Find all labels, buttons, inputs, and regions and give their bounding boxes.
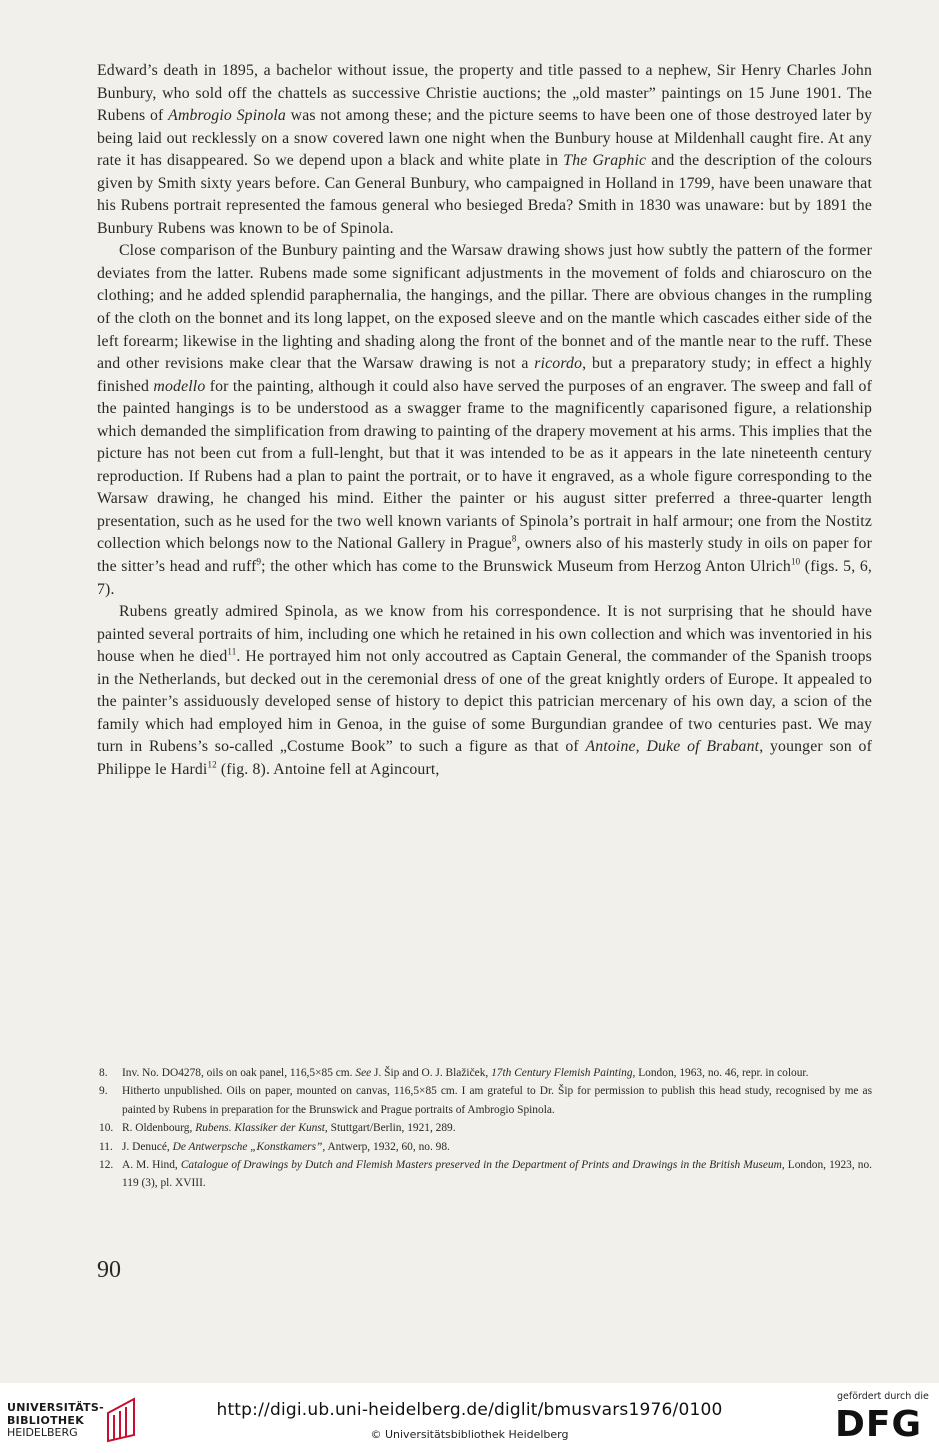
- permalink-url[interactable]: http://digi.ub.uni-heidelberg.de/diglit/bmusvars1976/0100: [216, 1400, 723, 1420]
- paragraph-1: Edward’s death in 1895, a bachelor without issue, the property and title passed to a nephew, Sir Henry Charles John Bunbury, who sold off the chattels as successive Christie auctions; the „old master” paintings on 15 June 1901. The Rubens of Ambrogio Spinola was not among these; and the picture seems to have been one of those destroyed later by being laid out recklessly on a snow covered lawn one night when the Bunbury house at Mildenhall caught fire. At any rate it has disappeared. So we depend upon a black and white plate in The Graphic and the description of the colours given by Smith sixty years before. Can General Bunbury, who campaigned in Holland in 1799, have been unaware that his Rubens portrait represented the famous general who besieged Breda? Smith in 1830 was unaware: but by 1891 the Bunbury Rubens was known to be of Spinola.: [97, 62, 872, 237]
- footnote: 11. J. Denucé, De Antwerpsche „Konstkamers”, Antwerp, 1932, 60, no. 98.: [99, 1140, 450, 1153]
- footnote: 12. A. M. Hind, Catalogue of Drawings by Dutch and Flemish Masters preserved in the Department of Prints and Drawings in the British Museum, London, 1923, no. 119 (3), pl. XVIII.: [99, 1159, 872, 1190]
- footnote-ref-8: 8: [511, 534, 517, 545]
- paragraph-3: Rubens greatly admired Spinola, as we know from his correspondence. It is not surprising that he should have painted several portraits of him, including one which he retained in his own collection and which was inventoried in his house when he died$^{11}$. He portrayed him not only accoutred as Captain General, the commander of the Spanish troops in the Netherlands, but decked out in the ceremonial dress of one of the great knightly orders of Europe. It appealed to the painter’s assiduously developed sense of history to depict this patrician mercenary of his own day, a scion of the family which had employed him in Genoa, in the guise of some Burgundian grandee of two centuries past. We may turn in Rubens’s so-called „Costume Book” to such a figure as that of Antoine, Duke of Brabant, younger son of Philippe le Hardi$^{12}$ (fig. 8). Antoine fell at Agincourt,: [97, 603, 872, 778]
- body-text: [97, 60, 872, 782]
- footer-bar: [0, 1383, 939, 1453]
- footnote: 8. Inv. No. DO4278, oils on oak panel, 116,5×85 cm. See J. Šip and O. J. Blažiček, 17th Century Flemish Painting, London, 1963, no. 46, repr. in colour.: [99, 1067, 809, 1079]
- library-name: UNIVERSITÄTS- BIBLIOTHEK HEIDELBERG: [7, 1401, 104, 1439]
- paragraph-2: Close comparison of the Bunbury painting and the Warsaw drawing shows just how subtly the pattern of the former deviates from the latter. Rubens made some significant adjustments in the movement of folds and chiaroscuro on the clothing; and he added splendid paraphernalia, the hangings, and the pillar. There are obvious changes in the rumpling of the cloth on the bonnet and its long lappet, on the exposed sleeve and on the mantle which cascades either side of the left forearm; likewise in the lighting and shading along the front of the bonnet and of the mantle near to the ruff. These and other revisions make clear that the Warsaw drawing is not a ricordo, but a preparatory study; in effect a highly finished modello for the painting, although it could also have served the purposes of an engraver. The sweep and fall of the painted hangings is to be understood as a swagger frame to the magnificently caparisoned figure, a relationship which demanded the simplification from drawing to painting of the drapery movement at his arms. This implies that the picture has not been cut from a full-lenght, but that it was intended to be as it appears in the late nineteenth century reproduction. If Rubens had a plan to paint the portrait, or to have it engraved, as a whole figure corresponding to the Warsaw drawing, he changed his mind. Either the painter or his august sitter preferred a three-quarter length presentation, such as he used for the two well known variants of Spinola’s portrait in half armour; one from the Nostitz collection which belongs now to the National Gallery in Prague$^8$, owners also of his masterly study in oils on paper for the sitter’s head and ruff$^9$; the other which has come to the Brunswick Museum from Herzog Anton Ulrich$^{10}$ (figs. 5, 6, 7).: [97, 242, 872, 598]
- footnote-ref-11: 11: [227, 646, 237, 657]
- dfg-logo: DFG: [835, 1404, 923, 1445]
- footnotes: [97, 1064, 872, 1193]
- funding-note: gefördert durch die: [837, 1391, 929, 1402]
- footnote-ref-12: 12: [207, 759, 217, 770]
- page-number: 90: [97, 1257, 121, 1283]
- footnote: 9. Hitherto unpublished. Oils on paper, mounted on canvas, 116,5×85 cm. I am grateful to Dr. Šip for permission to publish this head study, recognised by me as painted by Rubens in preparation for the Brunswick and Prague portraits of Ambrogio Spinola.: [99, 1085, 872, 1116]
- footnote-ref-9: 9: [256, 556, 262, 567]
- copyright-notice: © Universitätsbibliothek Heidelberg: [370, 1428, 569, 1441]
- footnote-ref-10: 10: [790, 556, 801, 567]
- footnote: 10. R. Oldenbourg, Rubens. Klassiker der Kunst, Stuttgart/Berlin, 1921, 289.: [99, 1122, 456, 1135]
